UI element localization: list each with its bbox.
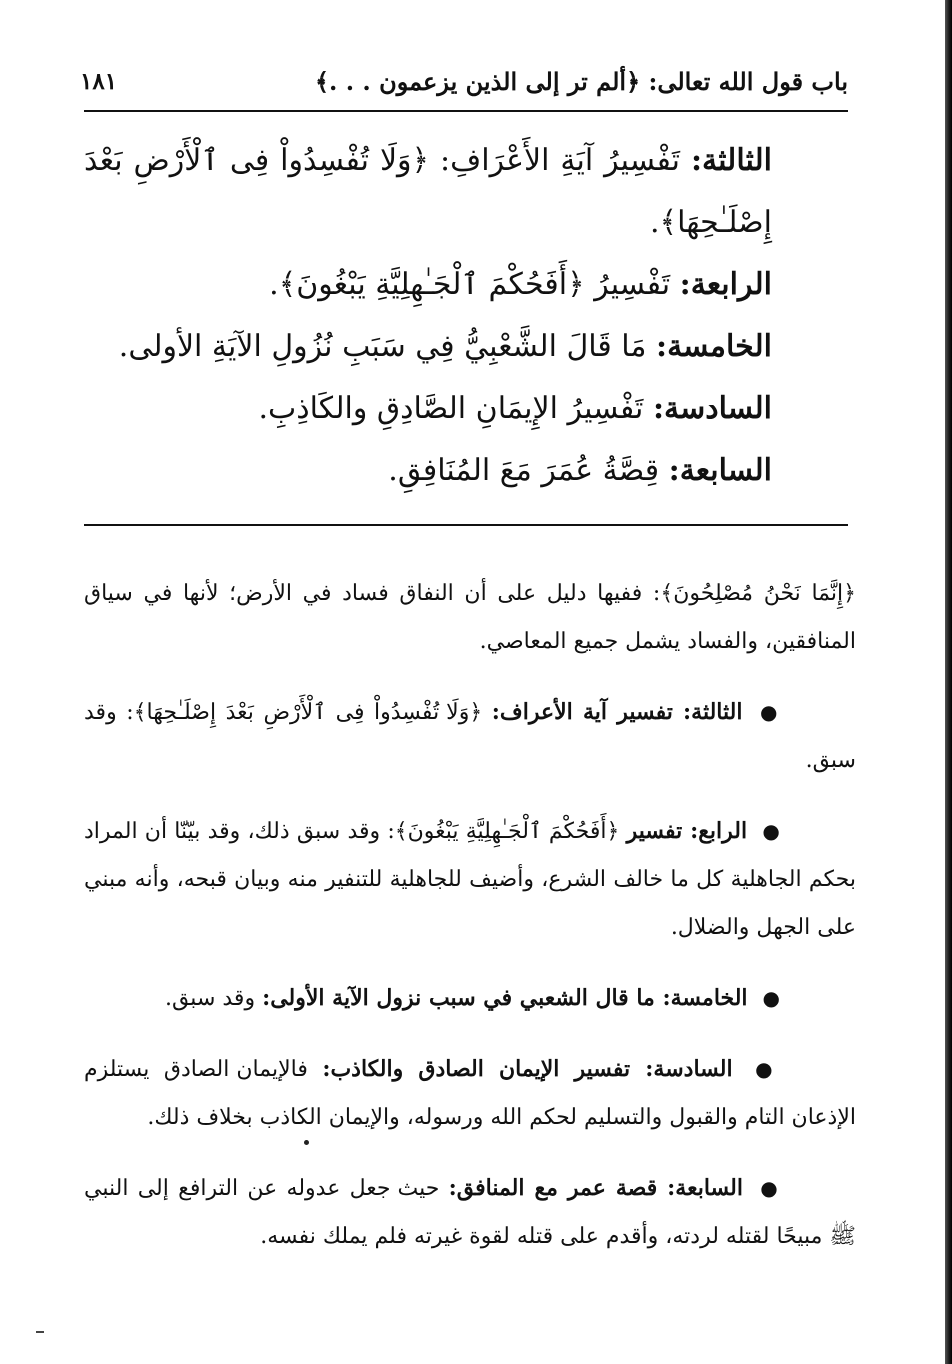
point-label: الخامسة: ما قال الشعبي في سبب نزول الآية الأولى:	[262, 985, 748, 1011]
point-text: وقد سبق.	[164, 986, 256, 1011]
scan-speck	[304, 1140, 309, 1145]
summary-item-fourth	[84, 254, 848, 316]
commentary-intro: ﴿إِنَّمَا نَحْنُ مُصْلِحُونَ﴾: ففيها دليل على أن النفاق فساد في الأرض؛ لأنها في سياق المنافقين، والفساد يشمل جميع المعاصي.	[84, 581, 856, 654]
summary-text: تَفْسِيرُ الإِيمَانِ الصَّادِقِ والكَاذِبِ.	[258, 391, 644, 426]
commentary-point-seventh	[84, 1164, 856, 1261]
point-label: السادسة: تفسير الإيمان الصادق والكاذب:	[322, 1056, 733, 1082]
summary-label: السادسة:	[652, 391, 772, 426]
commentary-point-third	[84, 688, 856, 785]
running-title: باب قول الله تعالى: ﴿ألم تر إلى الذين يزعمون . . .﴾	[314, 66, 848, 96]
point-text: فالإيمان الصادق يستلزم الإذعان التام والقبول والتسليم لحكم الله ورسوله، والإيمان الكاذب بخلاف ذلك.	[84, 1057, 856, 1130]
summary-item-third	[84, 130, 848, 254]
summary-text: قِصَّةُ عُمَرَ مَعَ المُنَافِقِ.	[388, 453, 660, 488]
bullet-icon: ●	[762, 986, 780, 1010]
summary-item-fifth	[84, 316, 848, 378]
point-text: حيث جعل عدوله عن الترافع إلى النبي ﷺ مبيحًا لقتله لردته، وأقدم على قتله لقوة غيرته فلم يملك نفسه.	[84, 1176, 856, 1249]
point-label: الثالثة: تفسير آية الأعراف:	[491, 699, 743, 725]
scan-mark	[36, 1331, 44, 1333]
header-rule	[84, 110, 848, 112]
summary-text: تَفْسِيرُ آيَةِ الأَعْرَافِ: ﴿وَلَا تُفْسِدُواْ فِى ٱلْأَرْضِ بَعْدَ إِصْلَـٰحِهَا﴾.	[84, 143, 772, 240]
issues-summary	[84, 130, 848, 502]
bullet-icon: ●	[760, 1176, 781, 1200]
page-number: ١٨١	[80, 67, 118, 95]
page-header	[80, 58, 848, 104]
summary-text: تَفْسِيرُ ﴿أَفَحُكْمَ ٱلْجَـٰهِلِيَّةِ يَبْغُونَ﴾.	[269, 267, 671, 302]
summary-label: الخامسة:	[656, 329, 772, 364]
section-divider	[84, 524, 848, 526]
summary-label: الرابعة:	[679, 267, 772, 302]
summary-item-seventh	[84, 440, 848, 502]
commentary-point-fifth	[84, 974, 856, 1023]
commentary-point-sixth	[84, 1045, 856, 1142]
bullet-icon: ●	[762, 819, 781, 843]
summary-item-sixth	[84, 378, 848, 440]
summary-label: الثالثة:	[690, 143, 772, 178]
bullet-icon: ●	[755, 1057, 781, 1081]
commentary-point-fourth	[84, 807, 856, 952]
point-label: السابعة: قصة عمر مع المنافق:	[448, 1175, 743, 1201]
bullet-icon: ●	[760, 700, 781, 724]
point-label: الرابع: تفسير	[626, 818, 748, 844]
point-text: ﴿أَفَحُكْمَ ٱلْجَـٰهِلِيَّةِ يَبْغُونَ﴾: وقد سبق ذلك، وقد بيّنّا أن المراد بحكم الجاهلية كل ما خالف الشرع، وأضيف للجاهلية للتنفير منه وبيان قبحه، وأنه مبني على الجهل والضلال.	[84, 819, 856, 940]
scan-edge-shadow	[945, 0, 952, 1364]
commentary	[84, 548, 856, 1275]
summary-label: السابعة:	[668, 453, 772, 488]
point-text: ﴿وَلَا تُفْسِدُواْ فِى ٱلْأَرْضِ بَعْدَ إِصْلَـٰحِهَا﴾: وقد سبق.	[84, 700, 856, 773]
summary-text: مَا قَالَ الشَّعْبِيُّ فِي سَبَبِ نُزُولِ الآيَةِ الأولى.	[118, 329, 647, 364]
